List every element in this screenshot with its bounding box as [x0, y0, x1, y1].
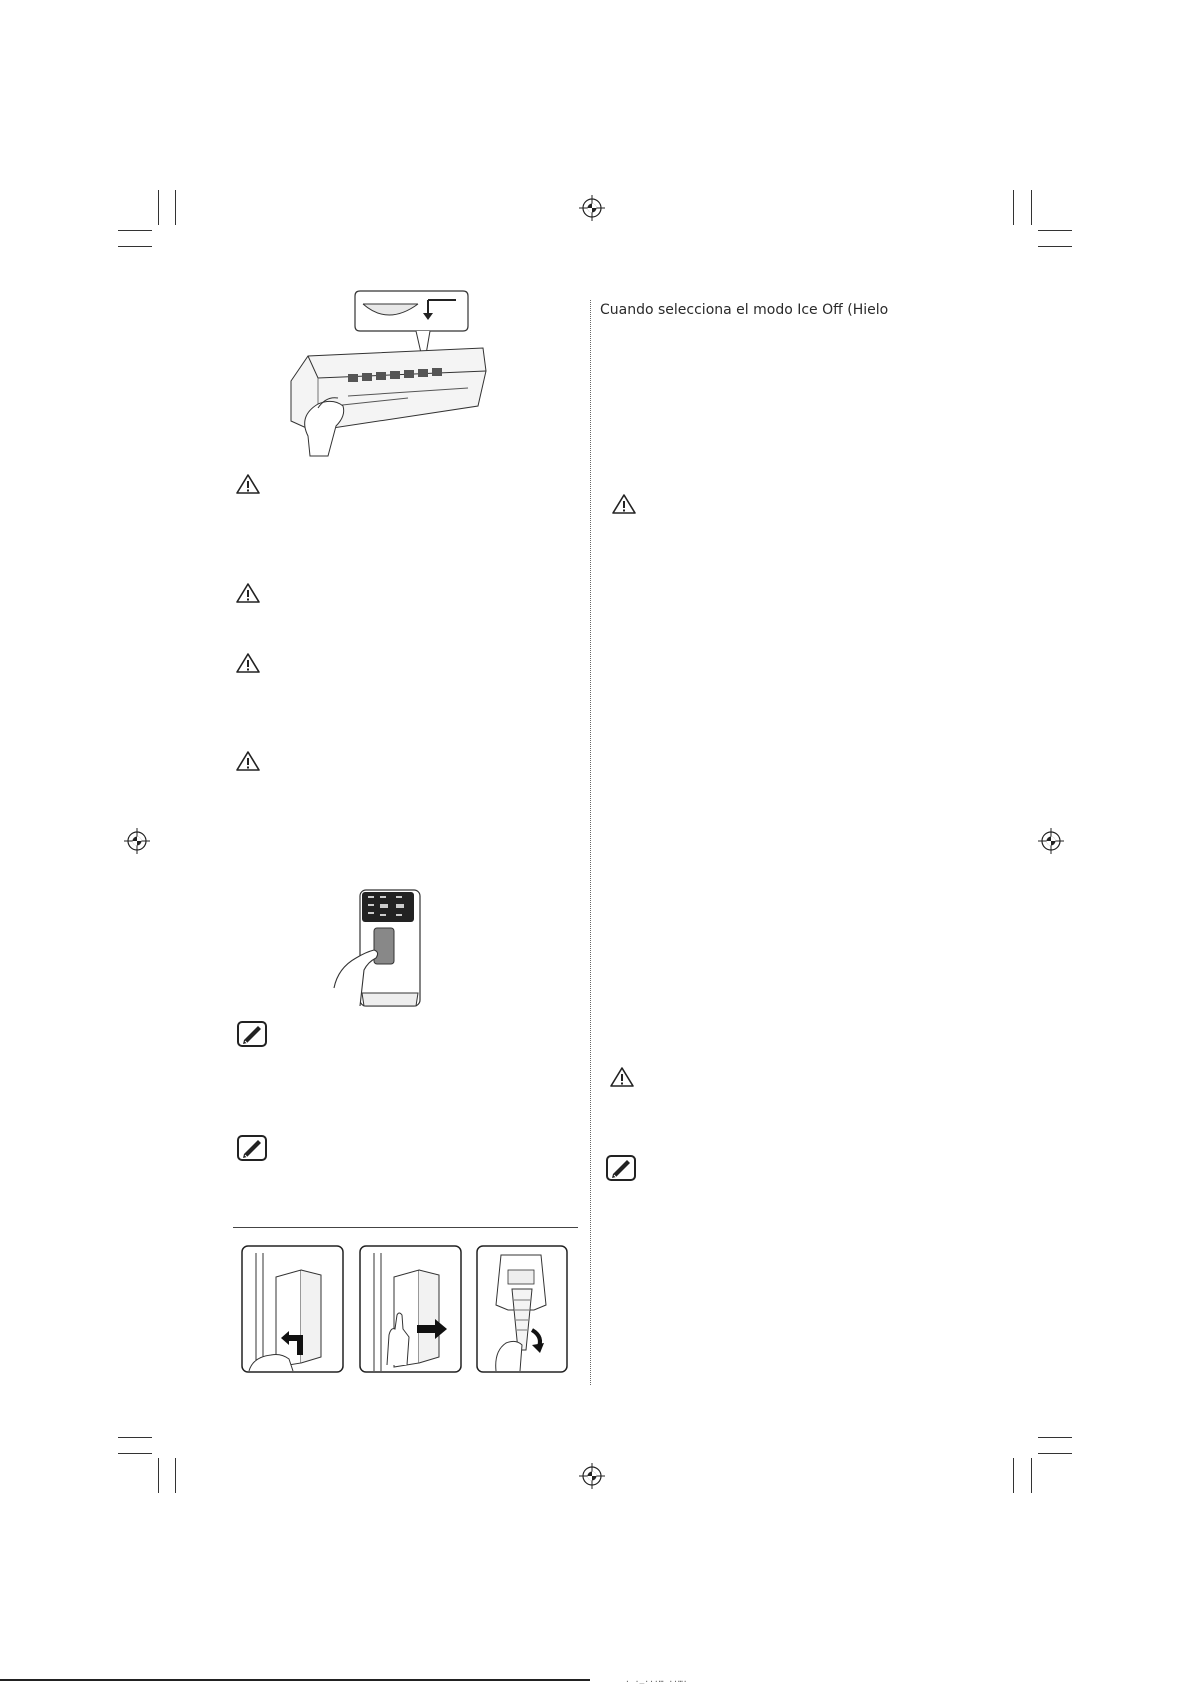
crop-mark	[118, 230, 152, 231]
registration-mark-icon	[1038, 828, 1064, 854]
note-pencil-icon	[605, 1154, 637, 1182]
crop-mark	[1031, 190, 1032, 225]
crop-mark	[118, 1437, 152, 1438]
registration-mark-icon	[579, 1463, 605, 1489]
ice-maker-illustration	[288, 286, 488, 461]
crop-mark	[175, 1458, 176, 1493]
crop-mark	[1031, 1458, 1032, 1493]
step-illustration-3	[476, 1245, 568, 1373]
warning-triangle-icon	[235, 473, 261, 495]
crop-mark	[1038, 1453, 1072, 1454]
section-divider	[233, 1227, 578, 1228]
warning-triangle-icon	[235, 582, 261, 604]
crop-mark	[118, 1453, 152, 1454]
warning-triangle-icon	[235, 750, 261, 772]
crop-mark	[158, 1458, 159, 1493]
registration-mark-icon	[124, 828, 150, 854]
crop-mark	[118, 246, 152, 247]
warning-triangle-icon	[609, 1066, 635, 1088]
step-illustration-2	[359, 1245, 462, 1373]
registration-mark-icon	[579, 195, 605, 221]
note-pencil-icon	[236, 1134, 268, 1162]
warning-triangle-icon	[235, 652, 261, 674]
section-heading: Cuando selecciona el modo Ice Off (Hielo	[600, 302, 889, 318]
warning-triangle-icon	[611, 493, 637, 515]
footer-text: . ._...… ..….	[625, 1675, 688, 1684]
crop-mark	[158, 190, 159, 225]
crop-mark	[1038, 246, 1072, 247]
crop-mark	[1038, 1437, 1072, 1438]
crop-mark	[175, 190, 176, 225]
column-divider	[590, 300, 591, 1385]
step-illustration-1	[241, 1245, 344, 1373]
crop-mark	[1038, 230, 1072, 231]
crop-mark	[1013, 1458, 1014, 1493]
dispenser-illustration	[332, 888, 424, 1010]
footer-rule	[0, 1679, 590, 1681]
crop-mark	[1013, 190, 1014, 225]
note-pencil-icon	[236, 1020, 268, 1048]
